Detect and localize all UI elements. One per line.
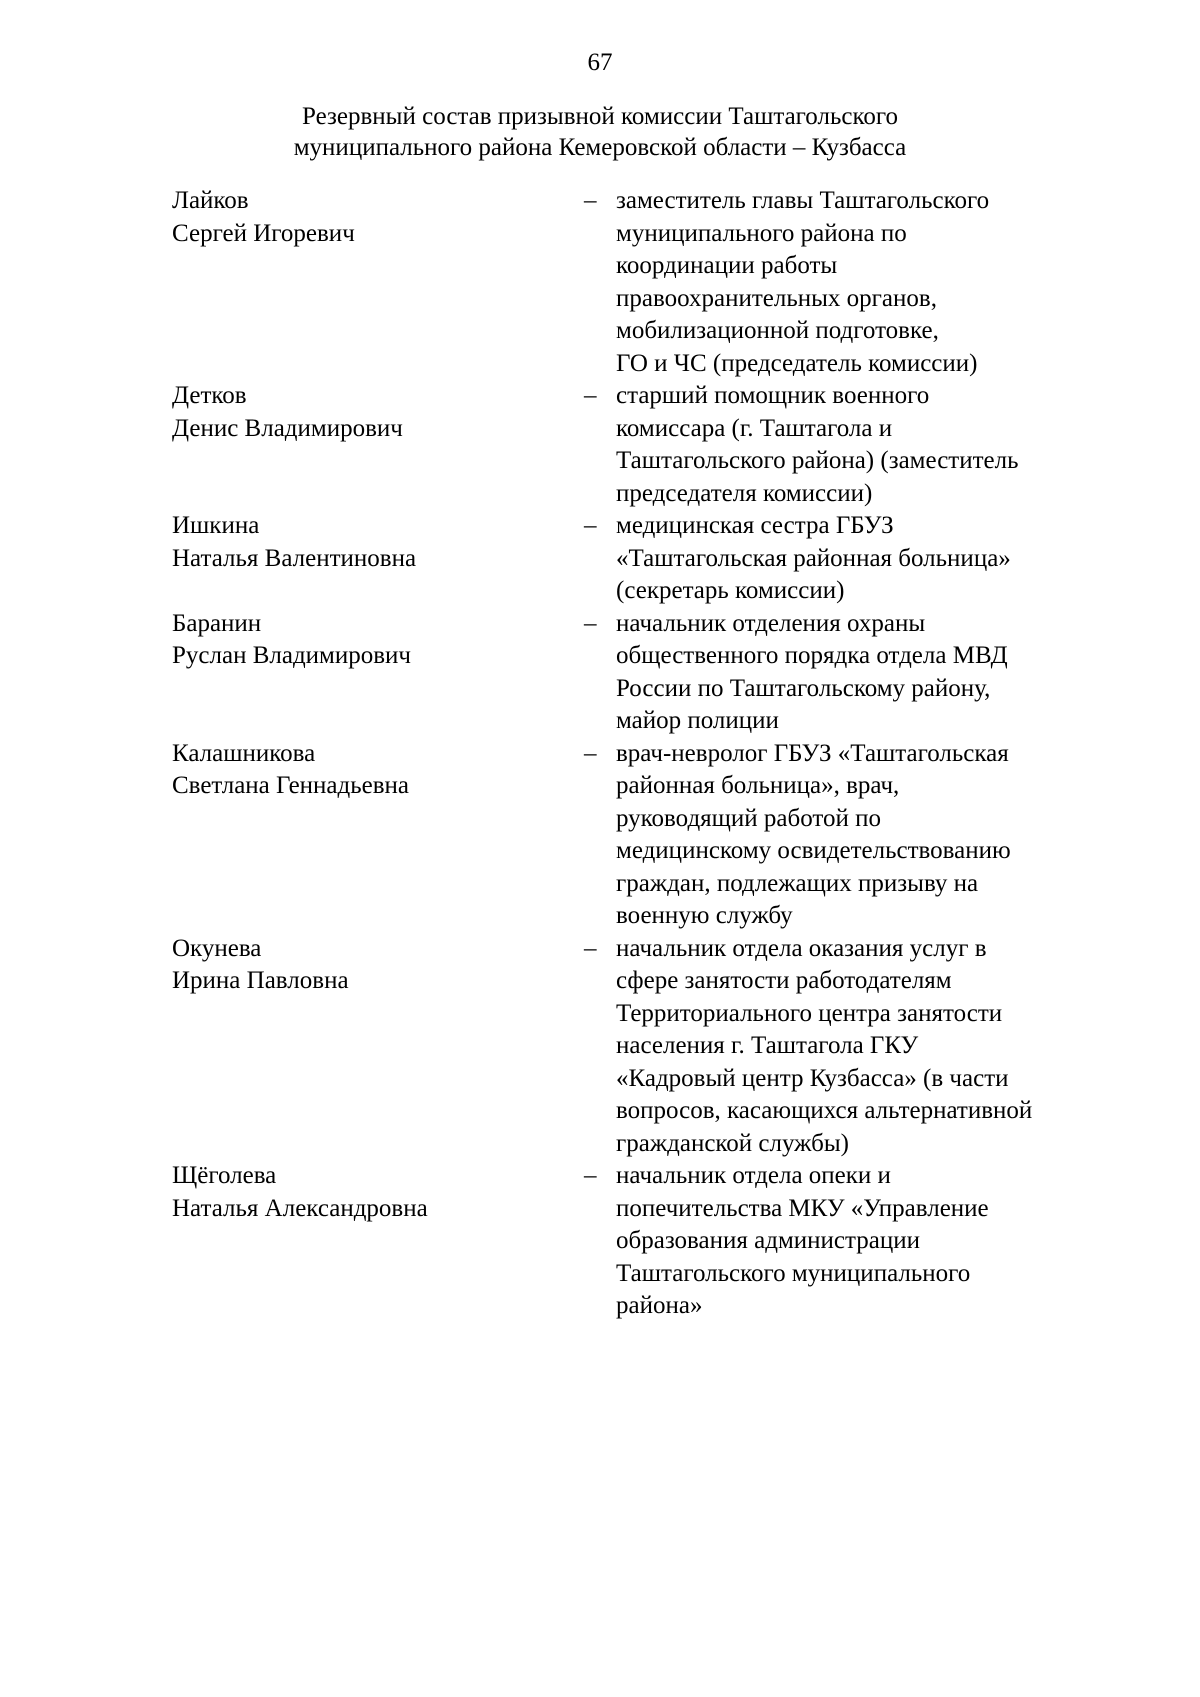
- dash-separator: –: [584, 934, 597, 962]
- member-entry: [0, 510, 1200, 608]
- role-line: правоохранительных органов,: [616, 284, 937, 312]
- member-role: [616, 738, 1156, 933]
- member-surname: Окунева: [172, 934, 262, 962]
- member-role: [616, 933, 1156, 1161]
- member-given-names: Светлана Геннадьевна: [172, 772, 410, 799]
- role-line: врач-невролог ГБУЗ «Таштагольская: [616, 739, 1009, 767]
- member-name: [0, 380, 584, 510]
- member-entry: [0, 185, 1200, 380]
- role-line: населения г. Таштагола ГКУ: [616, 1032, 919, 1059]
- member-surname: Калашникова: [172, 739, 316, 767]
- dash-separator: –: [584, 609, 597, 637]
- role-line: заместитель главы Таштагольского: [616, 187, 990, 214]
- member-name: [0, 738, 584, 933]
- member-name: [0, 510, 584, 608]
- member-role: [616, 1160, 1156, 1323]
- role-line: образования администрации: [616, 1227, 920, 1254]
- document-title: [0, 101, 1200, 163]
- member-entry: [0, 1160, 1200, 1323]
- member-name: [0, 185, 584, 380]
- role-line: муниципального района по: [616, 219, 907, 247]
- member-role: [616, 510, 1156, 608]
- role-line: Территориального центра занятости: [616, 999, 1003, 1027]
- role-line: общественного порядка отдела МВД: [616, 642, 1008, 669]
- member-given-names: Наталья Александровна: [172, 1194, 428, 1222]
- member-role: [616, 608, 1156, 738]
- role-line: России по Таштагольскому району,: [616, 674, 991, 702]
- dash-separator: –: [584, 1162, 597, 1189]
- dash-separator: –: [584, 187, 597, 214]
- member-role: [616, 185, 1156, 380]
- role-line: (секретарь комиссии): [616, 577, 845, 604]
- role-line: мобилизационной подготовке,: [616, 317, 939, 344]
- member-given-names: Денис Владимирович: [172, 414, 403, 442]
- role-line: Таштагольского муниципального: [616, 1259, 971, 1287]
- dash-separator: –: [584, 739, 597, 767]
- role-line: граждан, подлежащих призыву на: [616, 869, 979, 897]
- role-line: председателя комиссии): [616, 479, 873, 507]
- role-line: руководящий работой по: [616, 804, 882, 832]
- member-role: [616, 380, 1156, 510]
- role-line: военную службу: [616, 902, 793, 929]
- role-line: «Таштагольская районная больница»: [616, 544, 1011, 572]
- member-surname: Щёголева: [172, 1162, 277, 1189]
- role-line: гражданской службы): [616, 1129, 849, 1157]
- role-line: «Кадровый центр Кузбасса» (в части: [616, 1064, 1009, 1092]
- role-line: начальник отдела опеки и: [616, 1162, 891, 1189]
- member-entry: [0, 380, 1200, 510]
- member-entry: [0, 738, 1200, 933]
- member-name: [0, 1160, 584, 1323]
- member-given-names: Наталья Валентиновна: [172, 544, 417, 572]
- role-line: районная больница», врач,: [616, 772, 900, 799]
- title-line: Резервный состав призывной комиссии Таштагольского: [302, 103, 898, 130]
- dash-separator: –: [584, 512, 597, 539]
- title-line: муниципального района Кемеровской области – Кузбасса: [293, 134, 907, 161]
- member-surname: Лайков: [172, 187, 249, 214]
- role-line: ГО и ЧС (председатель комиссии): [616, 349, 978, 377]
- role-line: комиссара (г. Таштагола и: [616, 414, 893, 442]
- member-entry: [0, 933, 1200, 1161]
- member-surname: Ишкина: [172, 512, 260, 539]
- member-entry: [0, 608, 1200, 738]
- role-line: Таштагольского района) (заместитель: [616, 447, 1019, 474]
- role-line: сфере занятости работодателям: [616, 967, 952, 994]
- member-name: [0, 933, 584, 1161]
- role-line: начальник отделения охраны: [616, 609, 926, 637]
- member-given-names: Руслан Владимирович: [172, 642, 412, 669]
- member-given-names: Сергей Игоревич: [172, 219, 355, 247]
- dash-separator: –: [584, 382, 597, 409]
- role-line: медицинская сестра ГБУЗ: [616, 512, 894, 539]
- page-number: 67: [587, 49, 613, 76]
- role-line: медицинскому освидетельствованию: [616, 837, 1011, 864]
- role-line: начальник отдела оказания услуг в: [616, 934, 987, 962]
- member-surname: Баранин: [172, 609, 262, 637]
- member-name: [0, 608, 584, 738]
- role-line: попечительства МКУ «Управление: [616, 1194, 989, 1222]
- role-line: майор полиции: [616, 707, 779, 734]
- role-line: координации работы: [616, 252, 838, 279]
- member-surname: Детков: [172, 382, 247, 409]
- role-line: старший помощник военного: [616, 382, 930, 409]
- role-line: района»: [616, 1292, 703, 1319]
- role-line: вопросов, касающихся альтернативной: [616, 1097, 1033, 1124]
- member-roster: [0, 185, 1200, 1323]
- member-given-names: Ирина Павловна: [172, 967, 349, 994]
